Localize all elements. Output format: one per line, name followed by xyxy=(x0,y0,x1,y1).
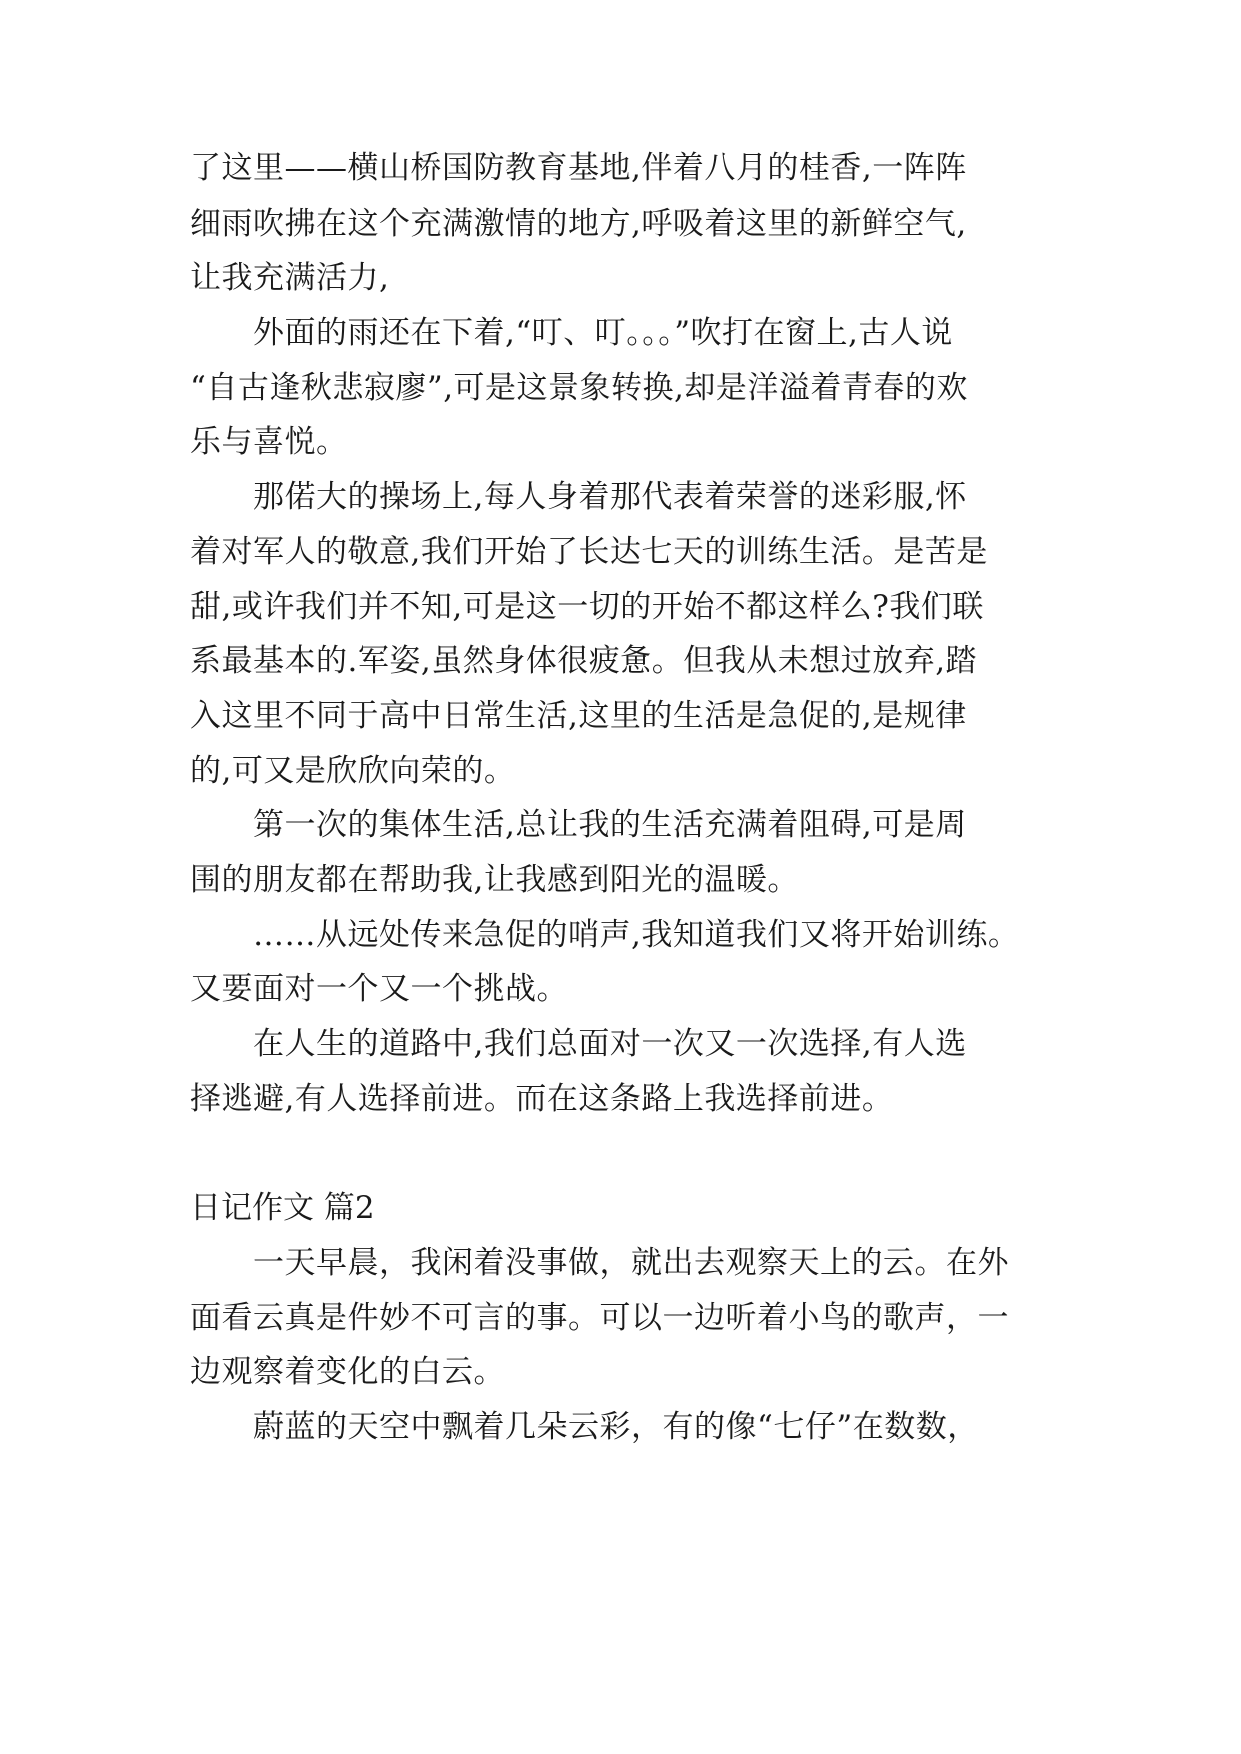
paragraph-line: 系最基本的.军姿,虽然身体很疲惫。但我从未想过放弃,踏 xyxy=(190,643,978,679)
paragraph-line: 着对军人的敬意,我们开始了长达七天的训练生活。是苦是 xyxy=(190,534,988,570)
paragraph-line: 那偌大的操场上,每人身着那代表着荣誉的迷彩服,怀 xyxy=(253,479,967,515)
paragraph-line: 让我充满活力, xyxy=(190,260,390,296)
section-heading: 日记作文 篇2 xyxy=(190,1190,375,1226)
paragraph-line: 择逃避,有人选择前进。而在这条路上我选择前进。 xyxy=(190,1081,894,1117)
paragraph-line: 甜,或许我们并不知,可是这一切的开始不都这样么?我们联 xyxy=(190,589,984,625)
paragraph-line: ……从远处传来急促的哨声,我知道我们又将开始训练。 xyxy=(253,917,1020,953)
paragraph-line: 细雨吹拂在这个充满激情的地方,呼吸着这里的新鲜空气, xyxy=(190,206,967,242)
paragraph-line: 的,可又是欣欣向荣的。 xyxy=(190,753,516,789)
paragraph-line: 面看云真是件妙不可言的事。可以一边听着小鸟的歌声，一 xyxy=(190,1300,1009,1336)
paragraph-line: 围的朋友都在帮助我,让我感到阳光的温暖。 xyxy=(190,862,799,898)
paragraph-line: 一天早晨，我闲着没事做，就出去观察天上的云。在外 xyxy=(253,1245,1009,1281)
paragraph-line: 入这里不同于高中日常生活,这里的生活是急促的,是规律 xyxy=(190,698,967,734)
paragraph-line: 边观察着变化的白云。 xyxy=(190,1354,505,1390)
paragraph-line: “自古逢秋悲寂廖”,可是这景象转换,却是洋溢着青春的欢 xyxy=(190,370,968,406)
paragraph-line: 在人生的道路中,我们总面对一次又一次选择,有人选 xyxy=(253,1026,967,1062)
paragraph-line: 乐与喜悦。 xyxy=(190,424,348,460)
paragraph-line: 外面的雨还在下着,“叮、叮。。。”吹打在窗上,古人说 xyxy=(253,315,953,351)
paragraph-line: 蔚蓝的天空中飘着几朵云彩，有的像“七仔”在数数， xyxy=(253,1409,979,1445)
paragraph-line: 又要面对一个又一个挑战。 xyxy=(190,971,568,1007)
paragraph-line: 了这里——横山桥国防教育基地,伴着八月的桂香,一阵阵 xyxy=(190,150,967,186)
paragraph-line: 第一次的集体生活,总让我的生活充满着阻碍,可是周 xyxy=(253,807,967,843)
